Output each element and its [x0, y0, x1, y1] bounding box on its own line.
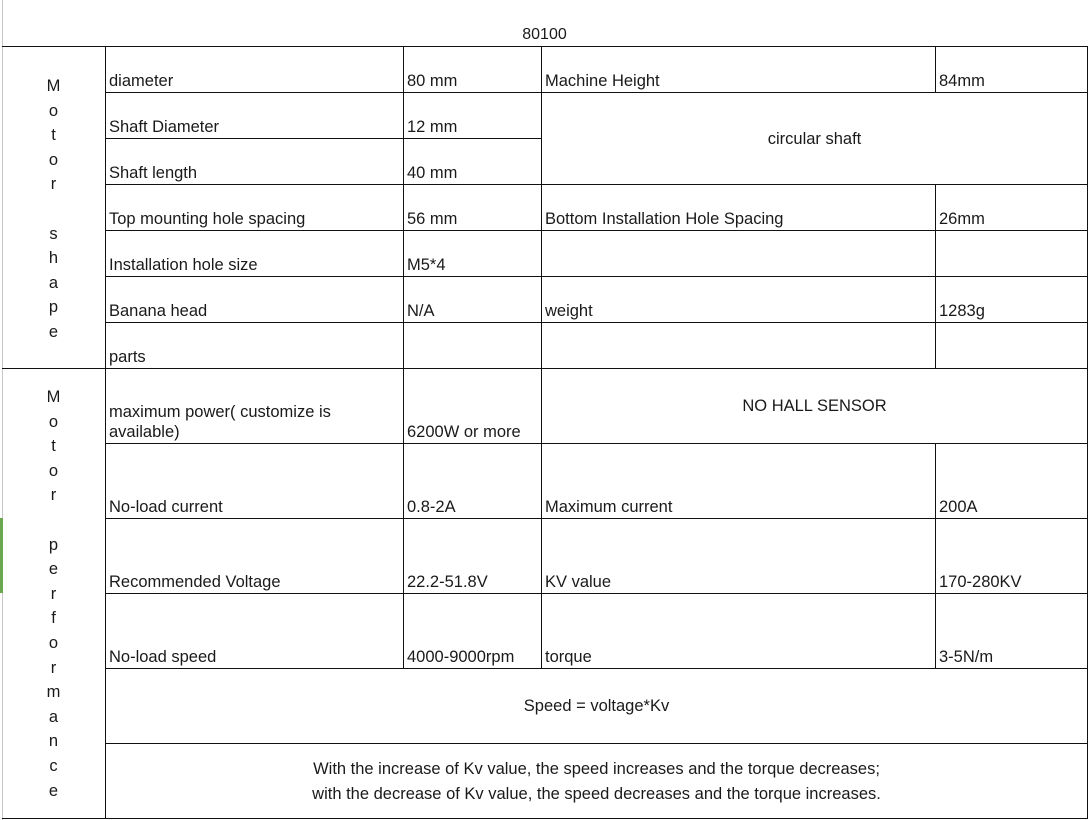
cell-sensor-note[interactable]: NO HALL SENSOR	[742, 397, 887, 415]
cell-bottom-hole-spacing-label[interactable]: Bottom Installation Hole Spacing	[545, 210, 784, 228]
cell-kv-notes[interactable]	[106, 744, 1087, 818]
cell-no-load-current-value[interactable]: 0.8-2A	[407, 498, 456, 516]
cell-shaft-length-label[interactable]: Shaft length	[109, 164, 198, 182]
cell-parts-label[interactable]: parts	[109, 348, 146, 366]
cell-speed-formula[interactable]: Speed = voltage*Kv	[523, 697, 670, 715]
cell-diameter-value[interactable]: 80 mm	[407, 72, 458, 90]
model-title[interactable]: 80100	[522, 26, 567, 43]
cell-bottom-hole-spacing-value[interactable]: 26mm	[939, 210, 985, 228]
cell-machine-height-value[interactable]: 84mm	[939, 72, 985, 90]
cell-max-power-value[interactable]: 6200W or more	[407, 423, 521, 441]
cell-hole-size-value[interactable]: M5*4	[407, 256, 446, 274]
cell-no-load-speed-label[interactable]: No-load speed	[109, 648, 217, 666]
cell-shaft-diameter-value[interactable]: 12 mm	[407, 118, 458, 136]
cell-shaft-length-value[interactable]: 40 mm	[407, 164, 458, 182]
cell-max-current-label[interactable]: Maximum current	[545, 498, 673, 516]
gridline	[1087, 46, 1088, 819]
cell-max-power-label[interactable]: maximum power( customize is available)	[109, 403, 331, 441]
cell-voltage-label[interactable]: Recommended Voltage	[109, 573, 281, 591]
gridline	[2, 818, 1087, 819]
cell-empty[interactable]	[542, 323, 935, 368]
cell-empty[interactable]	[542, 231, 935, 276]
cell-torque-label[interactable]: torque	[545, 648, 592, 666]
cell-top-hole-spacing-label[interactable]: Top mounting hole spacing	[109, 210, 306, 228]
cell-empty[interactable]	[936, 231, 1087, 276]
section-label-motor-shape: M o t o r s h a p e	[46, 77, 61, 341]
cell-voltage-value[interactable]: 22.2-51.8V	[407, 573, 488, 591]
cell-weight-label[interactable]: weight	[545, 302, 593, 320]
cell-empty[interactable]	[936, 323, 1087, 368]
cell-shaft-type[interactable]: circular shaft	[767, 129, 862, 148]
cell-no-load-current-label[interactable]: No-load current	[109, 498, 223, 516]
section-label-motor-performance: M o t o r p e r f o r m a n c e	[46, 388, 61, 800]
cell-machine-height-label[interactable]: Machine Height	[545, 72, 660, 90]
cell-kv-label[interactable]: KV value	[545, 573, 612, 591]
cell-parts-value[interactable]	[404, 323, 541, 368]
cell-hole-size-label[interactable]: Installation hole size	[109, 256, 258, 274]
kv-note-line-1: With the increase of Kv value, the speed increases and the torque decreases;	[313, 760, 880, 778]
cell-banana-head-label[interactable]: Banana head	[109, 302, 208, 320]
cell-no-load-speed-value[interactable]: 4000-9000rpm	[407, 648, 515, 666]
cell-diameter-label[interactable]: diameter	[109, 72, 174, 90]
cell-max-current-value[interactable]: 200A	[939, 498, 978, 516]
cell-kv-value[interactable]: 170-280KV	[939, 573, 1022, 591]
cell-weight-value[interactable]: 1283g	[939, 302, 985, 320]
cell-banana-head-value[interactable]: N/A	[407, 302, 435, 320]
kv-note-line-2: with the decrease of Kv value, the speed decreases and the torque increases.	[312, 785, 881, 803]
cell-top-hole-spacing-value[interactable]: 56 mm	[407, 210, 458, 228]
cell-shaft-diameter-label[interactable]: Shaft Diameter	[109, 118, 220, 136]
cell-torque-value[interactable]: 3-5N/m	[939, 648, 994, 666]
